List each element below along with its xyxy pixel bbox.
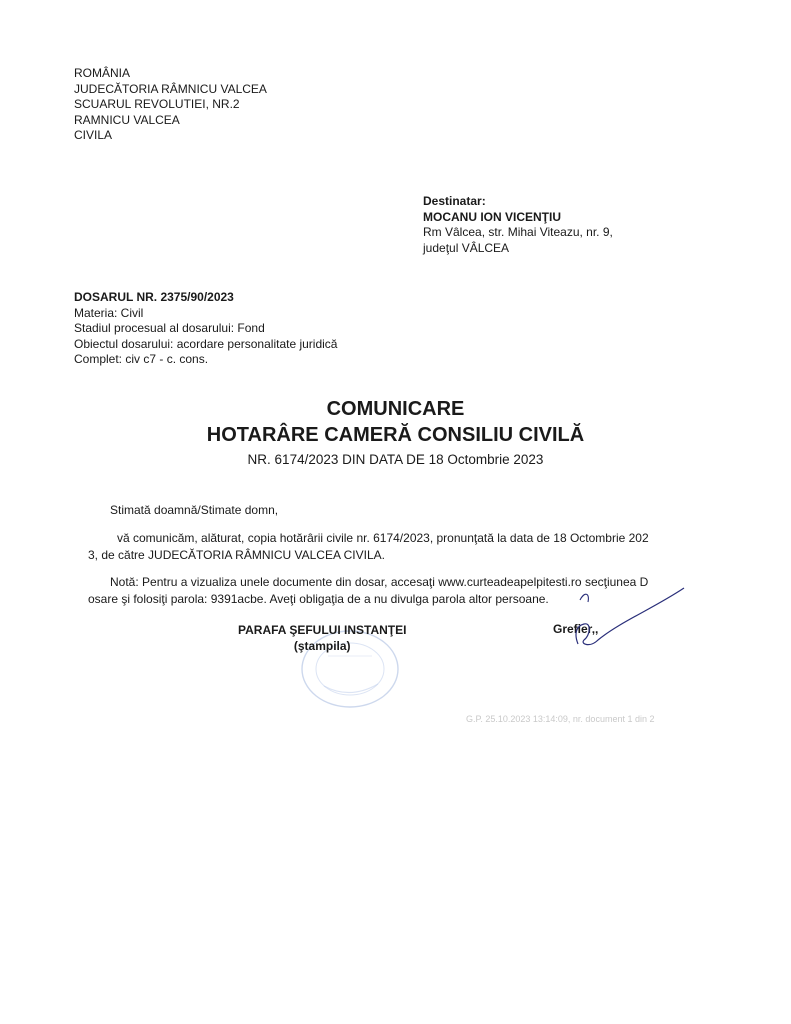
greeting: Stimată doamnă/Stimate domn, bbox=[110, 503, 279, 517]
clerk-signature bbox=[560, 582, 700, 654]
stamp-label-note: (ştampila) bbox=[293, 639, 351, 653]
document-metadata: G.P. 25.10.2023 13:14:09, nr. document 1 din 2 bbox=[466, 714, 655, 724]
recipient-address-line2: judeţul VÂLCEA bbox=[423, 240, 510, 255]
file-info-block bbox=[74, 290, 337, 368]
country-line: ROMÂNIA bbox=[74, 66, 131, 80]
file-object: Obiectul dosarului: acordare personalitate juridică bbox=[74, 336, 338, 351]
note-line: osare şi folosiţi parola: 9391acbe. Aveţi obligaţia de a nu divulga parola altor persoane. bbox=[88, 592, 549, 606]
court-header bbox=[74, 66, 267, 144]
file-panel: Complet: civ c7 - c. cons. bbox=[74, 352, 209, 366]
court-street-line: SCUARUL REVOLUTIEI, NR.2 bbox=[74, 97, 240, 111]
court-city-line: RAMNICU VALCEA bbox=[74, 112, 180, 127]
court-section-line: CIVILA bbox=[74, 128, 113, 142]
clerk-label: Grefier,, bbox=[553, 622, 599, 636]
file-matter: Materia: Civil bbox=[74, 305, 144, 320]
document-title: COMUNICARE bbox=[326, 398, 465, 420]
stamp-label bbox=[238, 622, 406, 654]
paragraph-line: vă comunicăm, alăturat, copia hotărârii civile nr. 6174/2023, pronunţată la data de 18 Octombrie 202 bbox=[117, 531, 649, 545]
paragraph-line: 3, de către JUDECĂTORIA RÂMNICU VALCEA CIVILA. bbox=[88, 548, 385, 562]
file-stage: Stadiul procesual al dosarului: Fond bbox=[74, 321, 265, 335]
file-number: DOSARUL NR. 2375/90/2023 bbox=[74, 290, 234, 304]
recipient-name: MOCANU ION VICENŢIU bbox=[423, 209, 561, 224]
court-name-line: JUDECĂTORIA RÂMNICU VALCEA bbox=[74, 81, 267, 96]
document-subtitle: HOTARÂRE CAMERĂ CONSILIU CIVILĂ bbox=[206, 424, 585, 446]
recipient-address-line1: Rm Vâlcea, str. Mihai Viteazu, nr. 9, bbox=[423, 225, 613, 239]
recipient-label: Destinatar: bbox=[423, 194, 486, 208]
note-line: Notă: Pentru a vizualiza unele documente din dosar, accesaţi www.curteadeapelpitesti.ro secţiunea D bbox=[110, 575, 649, 589]
decision-reference: NR. 6174/2023 DIN DATA DE 18 Octombrie 2023 bbox=[247, 452, 544, 467]
recipient-block bbox=[423, 194, 613, 256]
stamp-label-title: PARAFA ŞEFULUI INSTANŢEI bbox=[238, 623, 407, 637]
